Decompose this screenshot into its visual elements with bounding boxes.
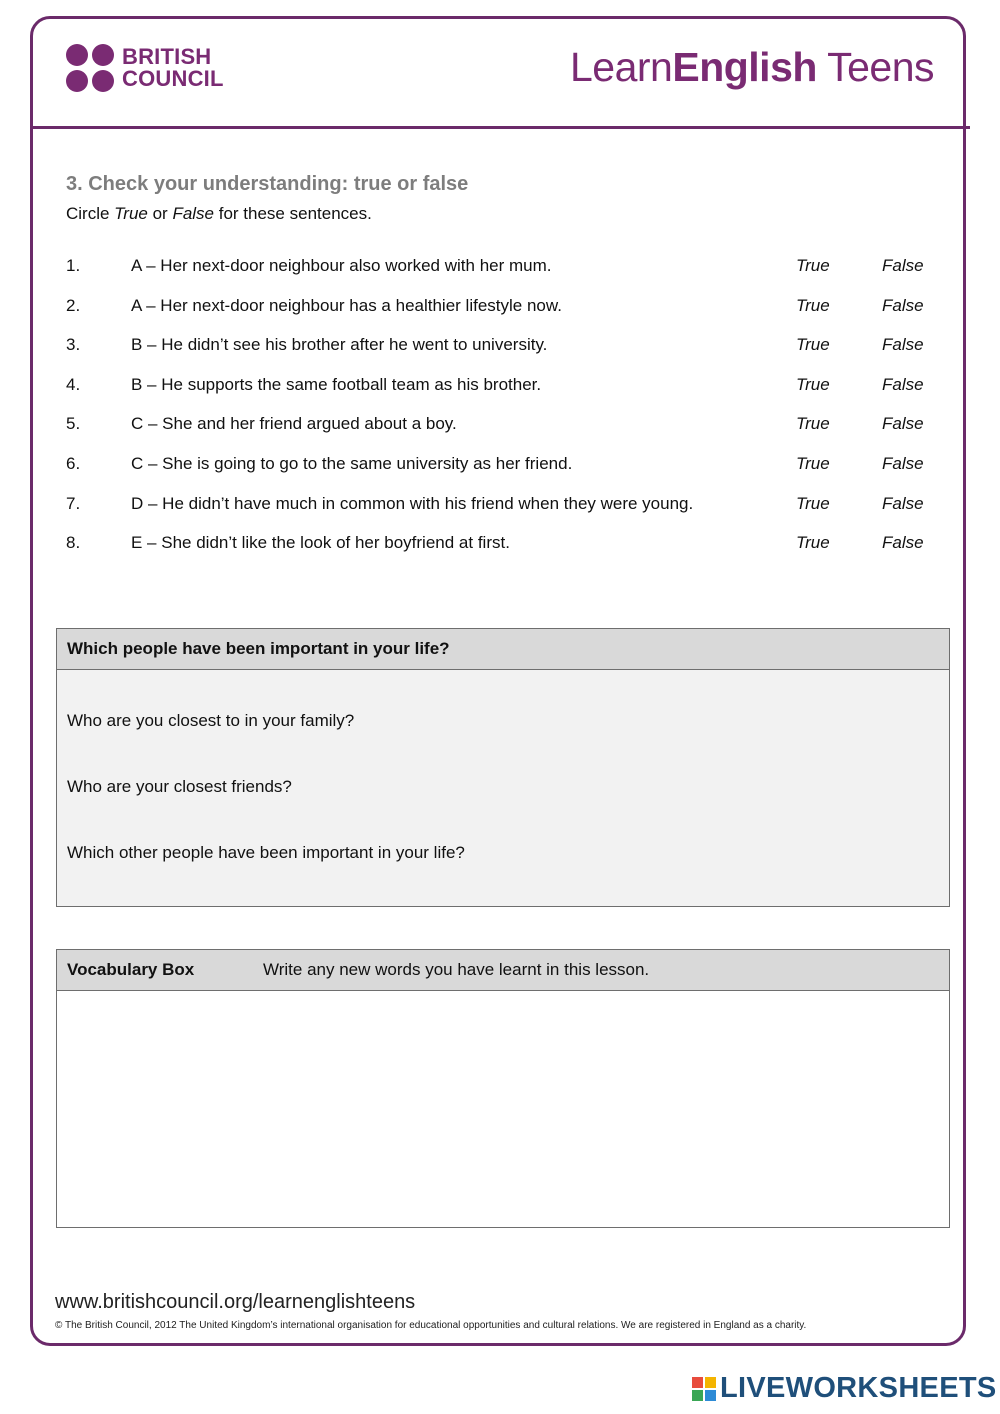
discussion-question: Who are you closest to in your family? <box>67 711 355 730</box>
question-row <box>66 375 946 415</box>
question-text: B – He didn’t see his brother after he went to university. <box>131 335 548 355</box>
true-option[interactable]: True <box>796 256 830 275</box>
copyright-text: © The British Council, 2012 The United Kingdom’s international organisation for educational opportunities and cultural relations. We are registered in England as a charity. <box>55 1320 807 1331</box>
vocabulary-box-title: Vocabulary Box <box>67 960 195 979</box>
question-text: B – He supports the same football team as his brother. <box>131 374 542 394</box>
true-option[interactable]: True <box>796 374 830 394</box>
question-number: 1. <box>66 256 81 275</box>
learnenglish-teens-logo <box>570 44 934 91</box>
question-row <box>66 296 946 336</box>
discussion-question: Which other people have been important in your life? <box>67 843 465 862</box>
question-text: C – She and her friend argued about a boy. <box>131 414 457 434</box>
discussion-box-header <box>57 629 949 670</box>
true-option[interactable]: True <box>796 335 830 355</box>
true-option[interactable]: True <box>796 295 830 315</box>
question-number: 2. <box>66 295 81 315</box>
vocabulary-box-instruction: Write any new words you have learnt in this lesson. <box>263 960 650 979</box>
question-text: D – He didn’t have much in common with his friend when they were young. <box>131 493 694 513</box>
question-row <box>66 533 946 573</box>
question-text: A – Her next-door neighbour has a healthier lifestyle now. <box>131 295 562 315</box>
question-text: C – She is going to go to the same university as her friend. <box>131 453 573 473</box>
question-text: E – She didn’t like the look of her boyfriend at first. <box>131 533 510 553</box>
false-option[interactable]: False <box>882 374 924 394</box>
question-number: 6. <box>66 453 81 473</box>
liveworksheets-text: LIVEWORKSHEETS <box>720 1372 997 1404</box>
true-option[interactable]: True <box>796 453 830 473</box>
question-number: 7. <box>66 493 81 513</box>
instruction: Circle True or False for these sentences. <box>66 204 372 223</box>
false-option[interactable]: False <box>882 453 924 473</box>
true-option[interactable]: True <box>796 533 830 553</box>
section-title: 3. Check your understanding: true or false <box>66 173 469 195</box>
question-text: A – Her next-door neighbour also worked with her mum. <box>131 256 552 275</box>
discussion-box <box>56 628 950 907</box>
false-option[interactable]: False <box>882 533 924 553</box>
false-option[interactable]: False <box>882 295 924 315</box>
liveworksheets-logo <box>692 1372 997 1405</box>
true-option[interactable]: True <box>796 493 830 513</box>
bc-logo-line1: BRITISH <box>122 44 212 69</box>
question-row <box>66 494 946 534</box>
vocabulary-box <box>56 949 950 1228</box>
false-option[interactable]: False <box>882 414 924 434</box>
question-row <box>66 414 946 454</box>
question-number: 3. <box>66 335 81 355</box>
footer-url[interactable]: www.britishcouncil.org/learnenglishteens <box>55 1291 416 1313</box>
question-row <box>66 335 946 375</box>
liveworksheets-icon <box>692 1377 716 1401</box>
question-number: 4. <box>66 374 81 394</box>
logo-learn: Learn <box>569 44 673 90</box>
discussion-box-title: Which people have been important in your life? <box>67 639 450 658</box>
british-council-dots-icon <box>66 44 114 92</box>
logo-teens: Teens <box>816 44 934 90</box>
question-number: 8. <box>66 533 81 553</box>
true-option[interactable]: True <box>796 414 830 434</box>
british-council-logo <box>66 44 224 92</box>
false-option[interactable]: False <box>882 335 924 355</box>
discussion-question: Who are your closest friends? <box>67 777 292 796</box>
bc-logo-line2: COUNCIL <box>122 66 224 91</box>
logo-english: English <box>672 44 817 90</box>
header-divider <box>30 126 970 129</box>
false-option[interactable]: False <box>882 493 924 513</box>
question-list <box>66 256 946 573</box>
question-row <box>66 454 946 494</box>
vocabulary-box-header <box>57 950 949 991</box>
question-number: 5. <box>66 414 81 434</box>
vocabulary-writing-area[interactable] <box>57 991 949 1227</box>
question-row <box>66 256 946 296</box>
false-option[interactable]: False <box>882 256 924 275</box>
